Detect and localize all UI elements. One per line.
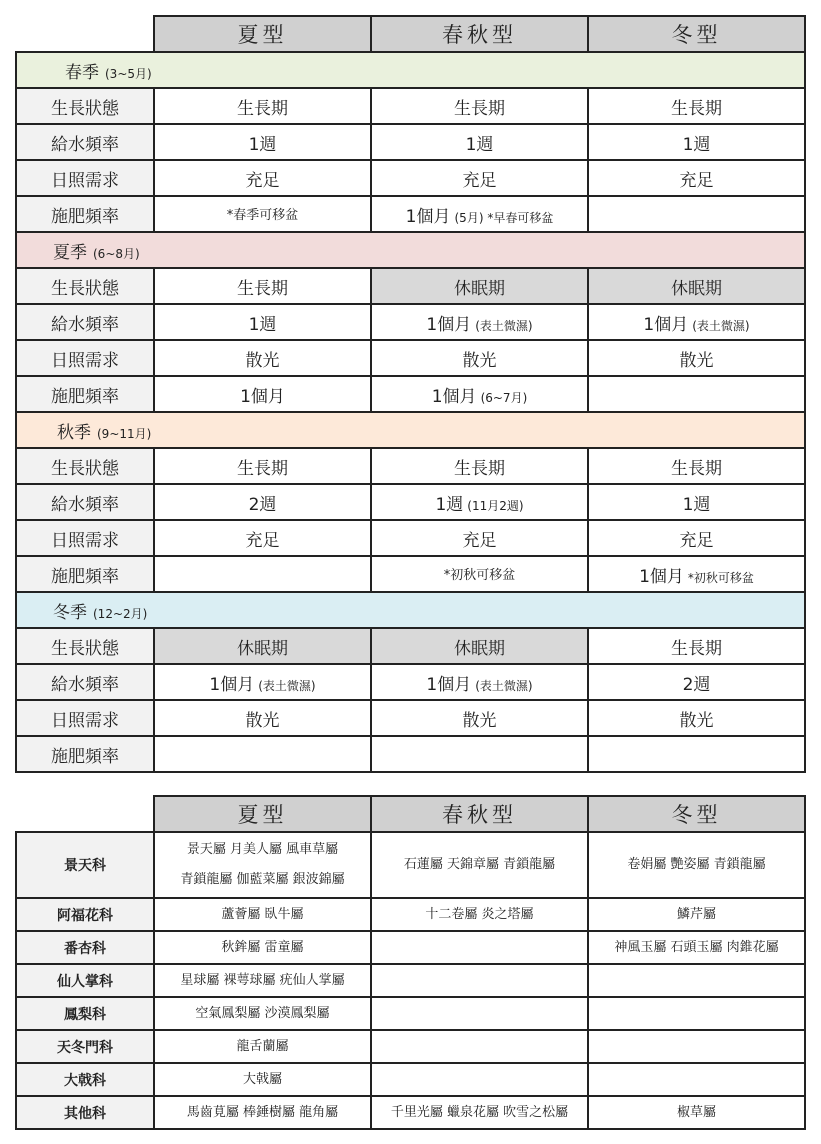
cell-autumn-sunlight-winter-type [588,520,805,556]
cell-autumn-growth-state-spring-autumn-type [371,448,588,484]
cell-main-value: 1個月 [426,314,472,335]
season-name: 秋季 [57,422,91,443]
cell-summer-growth-state-winter-type [588,268,805,304]
care-row-growth-state [16,628,805,664]
care-row-fertilizing [16,736,805,772]
cell-main-value: 1週 [435,494,464,515]
cell-spring-fertilizing-winter-type [588,196,805,232]
cell-summer-fertilizing-summer-type [154,376,371,412]
family-genus-table [15,795,806,1130]
family-genera-summer [154,1063,371,1096]
care-row-sunlight [16,340,805,376]
family-type-header-spring-autumn: 春秋型 [371,796,588,832]
family-genera-winter [588,1096,805,1129]
family-name: 鳳梨科 [16,997,154,1030]
season-name: 夏季 [53,242,87,263]
cell-main-value: 充足 [462,170,497,191]
family-name: 阿福花科 [16,898,154,931]
genus-line: 大戟屬 [242,1071,282,1087]
row-label-watering: 給水頻率 [16,124,154,160]
genus-line: 景天屬 月美人屬 風車草屬 [186,842,339,857]
cell-summer-watering-spring-autumn-type [371,304,588,340]
cell-winter-fertilizing-spring-autumn-type [371,736,588,772]
genus-line: 椒草屬 [676,1104,716,1120]
care-row-sunlight [16,160,805,196]
cell-main-value: 休眠期 [454,278,505,299]
cell-autumn-fertilizing-summer-type [154,556,371,592]
row-label-growth-state: 生長狀態 [16,448,154,484]
row-label-sunlight: 日照需求 [16,160,154,196]
cell-summer-fertilizing-spring-autumn-type [371,376,588,412]
row-label-growth-state: 生長狀態 [16,88,154,124]
season-header-spring [16,52,805,88]
cell-main-value: 生長期 [671,98,722,119]
season-header-summer [16,232,805,268]
cell-main-value: 生長期 [237,278,288,299]
cell-main-value: 2週 [248,494,277,515]
cell-autumn-watering-spring-autumn-type [371,484,588,520]
cell-note: *初秋可移盆 [443,568,516,583]
care-row-growth-state [16,88,805,124]
cell-autumn-fertilizing-spring-autumn-type [371,556,588,592]
row-label-growth-state: 生長狀態 [16,268,154,304]
cell-note: *春季可移盆 [226,208,299,223]
genus-line: 馬齒莧屬 棒錘樹屬 龍角屬 [186,1104,339,1120]
genus-line: 千里光屬 蠟泉花屬 吹雪之松屬 [390,1104,569,1120]
cell-winter-fertilizing-winter-type [588,736,805,772]
row-label-fertilizing: 施肥頻率 [16,556,154,592]
cell-note: (5月) *早春可移盆 [454,210,554,225]
genus-line: 鱗芹屬 [676,906,716,922]
cell-main-value: 1個月 [643,314,689,335]
season-range: (9~11月) [97,426,152,441]
cell-autumn-watering-winter-type [588,484,805,520]
family-genera-winter [588,1063,805,1096]
cell-main-value: 充足 [462,530,497,551]
cell-winter-growth-state-spring-autumn-type [371,628,588,664]
care-row-fertilizing [16,556,805,592]
cell-autumn-sunlight-summer-type [154,520,371,556]
care-row-watering [16,664,805,700]
cell-spring-fertilizing-summer-type [154,196,371,232]
genus-line: 龍舌蘭屬 [236,1038,289,1054]
family-genera-summer [154,898,371,931]
family-genera-spring-autumn [371,832,588,898]
family-name: 天冬門科 [16,1030,154,1063]
row-label-fertilizing: 施肥頻率 [16,376,154,412]
cell-winter-fertilizing-summer-type [154,736,371,772]
cell-main-value: 休眠期 [454,638,505,659]
cell-main-value: 生長期 [454,458,505,479]
family-genera-winter [588,1030,805,1063]
care-row-fertilizing [16,376,805,412]
family-genera-summer [154,931,371,964]
cell-note: (表土微濕) [475,678,533,693]
cell-main-value: 休眠期 [671,278,722,299]
cell-note: (表土微濕) [692,318,750,333]
family-name: 其他科 [16,1096,154,1129]
genus-line: 神風玉屬 石頭玉屬 肉錐花屬 [614,939,779,955]
cell-winter-watering-summer-type [154,664,371,700]
type-header-spring-autumn: 春秋型 [371,16,588,52]
genus-line: 星球屬 裸萼球屬 疣仙人掌屬 [180,972,345,988]
season-header-autumn [16,412,805,448]
cell-summer-sunlight-spring-autumn-type [371,340,588,376]
season-header-winter [16,592,805,628]
care-row-growth-state [16,448,805,484]
care-row-sunlight [16,520,805,556]
cell-main-value: 生長期 [237,98,288,119]
cell-main-value: 散光 [679,350,714,371]
cell-spring-sunlight-winter-type [588,160,805,196]
cell-main-value: 生長期 [671,458,722,479]
family-row [16,1063,805,1096]
family-row [16,964,805,997]
cell-main-value: 充足 [245,170,280,191]
type-header-summer: 夏型 [154,16,371,52]
cell-note: (6~7月) [480,390,528,405]
care-row-fertilizing [16,196,805,232]
corner-blank [16,16,154,52]
cell-winter-watering-spring-autumn-type [371,664,588,700]
cell-summer-growth-state-summer-type [154,268,371,304]
season-header-row-spring [16,52,805,88]
cell-main-value: 1週 [248,314,277,335]
cell-autumn-growth-state-winter-type [588,448,805,484]
cell-winter-growth-state-summer-type [154,628,371,664]
cell-main-value: 生長期 [454,98,505,119]
row-label-fertilizing: 施肥頻率 [16,736,154,772]
care-row-growth-state [16,268,805,304]
corner-blank [16,796,154,832]
row-label-watering: 給水頻率 [16,304,154,340]
cell-main-value: 1個月 [639,566,684,587]
family-name: 景天科 [16,832,154,898]
cell-main-value: 散光 [462,710,497,731]
season-range: (6~8月) [93,246,140,261]
season-range: (12~2月) [93,606,148,621]
season-header-row-autumn [16,412,805,448]
cell-note: (表土微濕) [258,678,316,693]
row-label-fertilizing: 施肥頻率 [16,196,154,232]
row-label-sunlight: 日照需求 [16,520,154,556]
cell-main-value: 散光 [462,350,497,371]
cell-autumn-sunlight-spring-autumn-type [371,520,588,556]
family-type-header-winter: 冬型 [588,796,805,832]
genus-line: 青鎖龍屬 伽藍菜屬 銀波錦屬 [180,872,345,887]
family-row [16,931,805,964]
family-genera-spring-autumn [371,898,588,931]
family-name: 仙人掌科 [16,964,154,997]
family-genera-spring-autumn [371,1030,588,1063]
family-genera-summer [154,997,371,1030]
cell-summer-watering-winter-type [588,304,805,340]
cell-note: *初秋可移盆 [687,570,754,585]
family-genera-spring-autumn [371,1063,588,1096]
cell-spring-growth-state-spring-autumn-type [371,88,588,124]
cell-main-value: 1週 [682,494,711,515]
row-label-sunlight: 日照需求 [16,340,154,376]
cell-note: (表土微濕) [475,318,533,333]
row-label-watering: 給水頻率 [16,664,154,700]
cell-main-value: 充足 [245,530,280,551]
family-row [16,1096,805,1129]
row-label-watering: 給水頻率 [16,484,154,520]
cell-main-value: 1週 [682,134,711,155]
family-name: 大戟科 [16,1063,154,1096]
cell-main-value: 散光 [679,710,714,731]
genus-line: 秋鉾屬 雷童屬 [221,939,304,955]
cell-winter-sunlight-winter-type [588,700,805,736]
cell-main-value: 休眠期 [237,638,288,659]
cell-main-value: 生長期 [671,638,722,659]
cell-spring-growth-state-summer-type [154,88,371,124]
family-genera-spring-autumn [371,997,588,1030]
cell-main-value: 充足 [679,530,714,551]
cell-summer-sunlight-summer-type [154,340,371,376]
family-genera-summer [154,964,371,997]
family-genera-spring-autumn [371,964,588,997]
cell-main-value: 散光 [245,350,280,371]
cell-spring-growth-state-winter-type [588,88,805,124]
family-genera-winter [588,931,805,964]
cell-autumn-growth-state-summer-type [154,448,371,484]
family-genera-summer [154,1030,371,1063]
cell-main-value: 2週 [682,674,711,695]
family-genera-summer [154,1096,371,1129]
row-label-growth-state: 生長狀態 [16,628,154,664]
cell-spring-sunlight-summer-type [154,160,371,196]
family-genera-winter [588,898,805,931]
care-schedule-table [15,15,806,773]
family-row [16,997,805,1030]
season-name: 春季 [65,62,99,83]
family-type-header-summer: 夏型 [154,796,371,832]
cell-main-value: 1個月 [426,674,472,695]
family-genera-winter [588,964,805,997]
row-label-sunlight: 日照需求 [16,700,154,736]
cell-winter-sunlight-summer-type [154,700,371,736]
cell-summer-fertilizing-winter-type [588,376,805,412]
genus-line: 空氣鳳梨屬 沙漠鳳梨屬 [195,1005,330,1021]
cell-main-value: 1個月 [209,674,255,695]
family-genera-winter [588,832,805,898]
care-row-watering [16,124,805,160]
family-genera-spring-autumn [371,931,588,964]
care-row-sunlight [16,700,805,736]
family-row [16,1030,805,1063]
care-row-watering [16,304,805,340]
season-header-row-summer [16,232,805,268]
cell-spring-watering-spring-autumn-type [371,124,588,160]
cell-main-value: 1個月 [405,206,451,227]
cell-autumn-fertilizing-winter-type [588,556,805,592]
cell-summer-sunlight-winter-type [588,340,805,376]
cell-spring-fertilizing-spring-autumn-type [371,196,588,232]
cell-autumn-watering-summer-type [154,484,371,520]
cell-winter-growth-state-winter-type [588,628,805,664]
genus-line: 卷娟屬 艷姿屬 青鎖龍屬 [627,857,766,872]
care-row-watering [16,484,805,520]
cell-main-value: 1個月 [240,386,285,407]
family-genera-summer [154,832,371,898]
cell-summer-growth-state-spring-autumn-type [371,268,588,304]
family-type-header-row [16,796,805,832]
season-range: (3~5月) [105,66,152,81]
cell-main-value: 1週 [248,134,277,155]
cell-winter-sunlight-spring-autumn-type [371,700,588,736]
type-header-row [16,16,805,52]
genus-line: 石蓮屬 天錦章屬 青鎖龍屬 [403,857,556,872]
cell-main-value: 散光 [245,710,280,731]
cell-spring-sunlight-spring-autumn-type [371,160,588,196]
cell-summer-watering-summer-type [154,304,371,340]
family-row [16,898,805,931]
family-row [16,832,805,898]
type-header-winter: 冬型 [588,16,805,52]
genus-line: 蘆薈屬 臥牛屬 [221,906,304,922]
cell-main-value: 1週 [465,134,494,155]
family-name: 番杏科 [16,931,154,964]
cell-main-value: 生長期 [237,458,288,479]
cell-spring-watering-winter-type [588,124,805,160]
cell-note: (11月2週) [467,498,524,513]
family-genera-spring-autumn [371,1096,588,1129]
genus-line: 十二卷屬 炎之塔屬 [425,906,534,922]
cell-spring-watering-summer-type [154,124,371,160]
cell-main-value: 充足 [679,170,714,191]
family-genera-winter [588,997,805,1030]
cell-winter-watering-winter-type [588,664,805,700]
season-header-row-winter [16,592,805,628]
season-name: 冬季 [53,602,87,623]
cell-main-value: 1個月 [431,386,477,407]
